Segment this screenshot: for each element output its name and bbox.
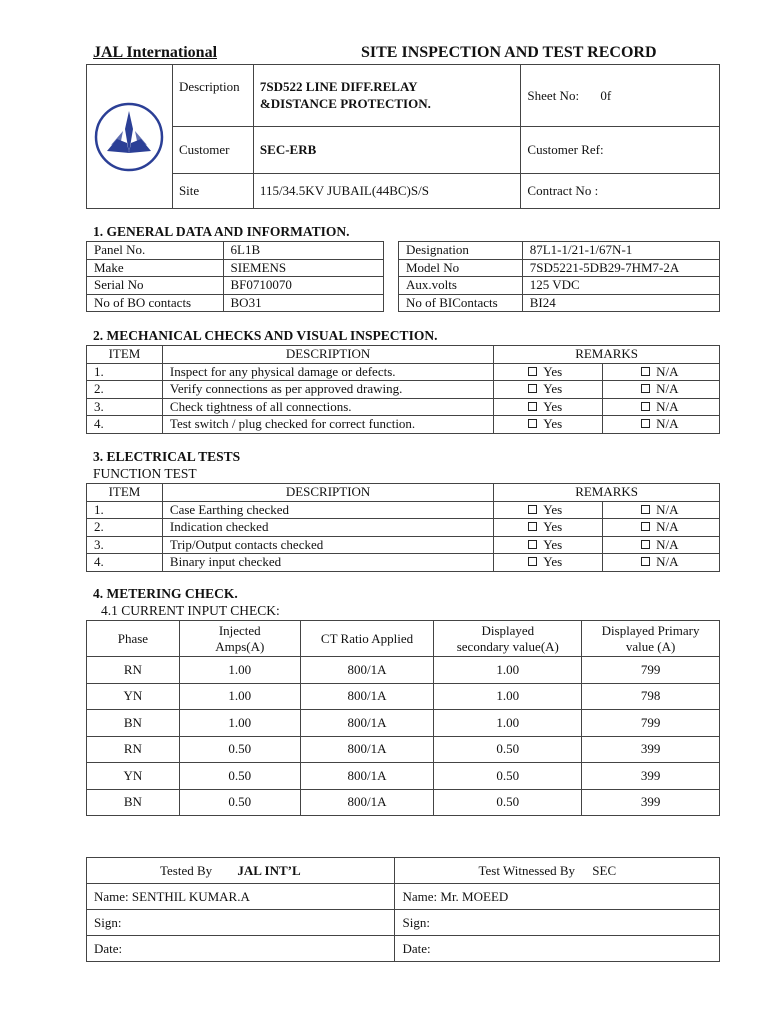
cell-injected: 0.50 [179, 736, 300, 763]
checkbox-yes[interactable] [528, 419, 537, 428]
cell-phase: BN [87, 710, 180, 737]
metering-row [87, 710, 720, 737]
na-label: N/A [656, 381, 679, 397]
checkbox-na[interactable] [641, 557, 650, 566]
yes-option [494, 536, 603, 554]
cell-secondary: 0.50 [434, 789, 582, 816]
cell-phase: YN [87, 763, 180, 790]
checkbox-na[interactable] [641, 522, 650, 531]
general-data-right-table [398, 241, 720, 312]
cell-secondary: 1.00 [434, 683, 582, 710]
field-label: No of BIContacts [399, 294, 523, 312]
na-option [603, 536, 720, 554]
field-label: Designation [399, 242, 523, 260]
section4-subtitle: 4.1 CURRENT INPUT CHECK: [101, 603, 280, 618]
field-value: 6L1B [223, 242, 383, 260]
cell-phase: YN [87, 683, 180, 710]
cell-primary: 799 [582, 710, 720, 737]
item-description: Binary input checked [162, 554, 493, 572]
field-value: SIEMENS [223, 259, 383, 277]
item-description: Check tightness of all connections. [162, 398, 493, 416]
section1-title: 1. GENERAL DATA AND INFORMATION. [93, 224, 350, 239]
cell-secondary: 0.50 [434, 763, 582, 790]
item-number: 4. [87, 554, 163, 572]
cell-phase: RN [87, 736, 180, 763]
page-title: SITE INSPECTION AND TEST RECORD [361, 44, 657, 61]
col-secondary: Displayed secondary value(A) [434, 621, 582, 657]
item-description: Test switch / plug checked for correct function. [162, 416, 493, 434]
cell-primary: 798 [582, 683, 720, 710]
col-phase: Phase [87, 621, 180, 657]
check-row [87, 554, 720, 572]
na-label: N/A [656, 536, 679, 552]
section3-title: 3. ELECTRICAL TESTS [93, 449, 241, 464]
cell-phase: BN [87, 789, 180, 816]
metering-row [87, 736, 720, 763]
function-test-table [86, 483, 720, 572]
item-description: Trip/Output contacts checked [162, 536, 493, 554]
cell-ct: 800/1A [300, 789, 434, 816]
checkbox-na[interactable] [641, 367, 650, 376]
check-row [87, 363, 720, 381]
description-label: Description [172, 65, 253, 127]
witness-name: Name: Mr. MOEED [395, 884, 720, 910]
section3-subtitle: FUNCTION TEST [93, 466, 197, 481]
yes-label: Yes [543, 554, 563, 570]
cell-secondary: 0.50 [434, 736, 582, 763]
tester-sign: Sign: [87, 910, 395, 936]
yes-option [494, 363, 603, 381]
cell-primary: 399 [582, 763, 720, 790]
checkbox-yes[interactable] [528, 522, 537, 531]
item-number: 1. [87, 501, 163, 519]
na-option [603, 519, 720, 537]
checkbox-na[interactable] [641, 384, 650, 393]
yes-option [494, 398, 603, 416]
metering-row [87, 657, 720, 684]
general-data-row [87, 277, 384, 295]
cell-primary: 399 [582, 736, 720, 763]
metering-row [87, 763, 720, 790]
metering-row [87, 789, 720, 816]
tested-by: Tested By JAL INT’L [87, 858, 395, 884]
field-label: Aux.volts [399, 277, 523, 295]
cell-injected: 1.00 [179, 683, 300, 710]
yes-option [494, 519, 603, 537]
field-value: 125 VDC [522, 277, 719, 295]
yes-label: Yes [543, 501, 563, 517]
check-row [87, 416, 720, 434]
na-option [603, 416, 720, 434]
cell-secondary: 1.00 [434, 710, 582, 737]
checkbox-na[interactable] [641, 505, 650, 514]
yes-option [494, 554, 603, 572]
yes-option [494, 381, 603, 399]
checkbox-na[interactable] [641, 540, 650, 549]
checkbox-yes[interactable] [528, 402, 537, 411]
field-value: BI24 [522, 294, 719, 312]
yes-label: Yes [543, 398, 563, 414]
cell-primary: 399 [582, 789, 720, 816]
item-number: 2. [87, 381, 163, 399]
field-value: 7SD5221-5DB29-7HM7-2A [522, 259, 719, 277]
col-remarks: REMARKS [494, 484, 720, 502]
description-value: 7SD522 LINE DIFF.RELAY &DISTANCE PROTECTION. [253, 65, 521, 127]
general-data-row [399, 277, 720, 295]
info-table [86, 64, 720, 209]
yes-label: Yes [543, 363, 563, 379]
yes-label: Yes [543, 519, 563, 535]
general-data-row [399, 242, 720, 260]
cell-primary: 799 [582, 657, 720, 684]
item-number: 3. [87, 536, 163, 554]
na-option [603, 398, 720, 416]
checkbox-yes[interactable] [528, 505, 537, 514]
customer-value: SEC-ERB [253, 127, 521, 174]
field-value: 87L1-1/21-1/67N-1 [522, 242, 719, 260]
contract-label: Contract No : [521, 174, 720, 209]
na-option [603, 501, 720, 519]
general-data-left-table [86, 241, 384, 312]
check-row [87, 381, 720, 399]
check-row [87, 501, 720, 519]
field-value: BO31 [223, 294, 383, 312]
item-number: 4. [87, 416, 163, 434]
col-description: DESCRIPTION [162, 346, 493, 364]
yes-option [494, 416, 603, 434]
item-number: 1. [87, 363, 163, 381]
customer-ref-label: Customer Ref: [521, 127, 720, 174]
general-data-row [399, 294, 720, 312]
na-option [603, 554, 720, 572]
col-ct-ratio: CT Ratio Applied [300, 621, 434, 657]
logo-cell [87, 65, 173, 209]
col-primary: Displayed Primary value (A) [582, 621, 720, 657]
section2-title: 2. MECHANICAL CHECKS AND VISUAL INSPECTION. [93, 328, 438, 343]
company-name: JAL International [93, 44, 218, 61]
witness-sign: Sign: [395, 910, 720, 936]
checkbox-yes[interactable] [528, 557, 537, 566]
checkbox-na[interactable] [641, 402, 650, 411]
site-label: Site [172, 174, 253, 209]
na-option [603, 363, 720, 381]
check-row [87, 398, 720, 416]
field-label: Serial No [87, 277, 224, 295]
field-value: BF0710070 [223, 277, 383, 295]
cell-injected: 1.00 [179, 710, 300, 737]
item-description: Case Earthing checked [162, 501, 493, 519]
cell-injected: 1.00 [179, 657, 300, 684]
cell-injected: 0.50 [179, 763, 300, 790]
witness-date: Date: [395, 936, 720, 962]
section4-title: 4. METERING CHECK. [93, 586, 238, 601]
item-description: Indication checked [162, 519, 493, 537]
yes-label: Yes [543, 416, 563, 432]
tester-date: Date: [87, 936, 395, 962]
col-remarks: REMARKS [494, 346, 720, 364]
checkbox-yes[interactable] [528, 540, 537, 549]
cell-ct: 800/1A [300, 710, 434, 737]
cell-ct: 800/1A [300, 763, 434, 790]
general-data-row [87, 294, 384, 312]
check-row [87, 536, 720, 554]
col-item: ITEM [87, 484, 163, 502]
tester-name: Name: SENTHIL KUMAR.A [87, 884, 395, 910]
field-label: Make [87, 259, 224, 277]
cell-phase: RN [87, 657, 180, 684]
yes-label: Yes [543, 536, 563, 552]
na-label: N/A [656, 416, 679, 432]
field-label: Model No [399, 259, 523, 277]
item-description: Inspect for any physical damage or defects. [162, 363, 493, 381]
customer-label: Customer [172, 127, 253, 174]
checkbox-yes[interactable] [528, 384, 537, 393]
check-row [87, 519, 720, 537]
field-label: No of BO contacts [87, 294, 224, 312]
signoff-table [86, 857, 720, 962]
cell-ct: 800/1A [300, 736, 434, 763]
mechanical-checks-table [86, 345, 720, 434]
yes-label: Yes [543, 381, 563, 397]
witnessed-by: Test Witnessed By SEC [395, 858, 720, 884]
metering-row [87, 683, 720, 710]
company-logo-icon [93, 101, 165, 173]
cell-ct: 800/1A [300, 683, 434, 710]
item-number: 3. [87, 398, 163, 416]
na-label: N/A [656, 398, 679, 414]
yes-option [494, 501, 603, 519]
cell-injected: 0.50 [179, 789, 300, 816]
general-data-row [87, 242, 384, 260]
na-label: N/A [656, 519, 679, 535]
checkbox-na[interactable] [641, 419, 650, 428]
col-description: DESCRIPTION [162, 484, 493, 502]
checkbox-yes[interactable] [528, 367, 537, 376]
item-number: 2. [87, 519, 163, 537]
col-item: ITEM [87, 346, 163, 364]
cell-secondary: 1.00 [434, 657, 582, 684]
col-injected: Injected Amps(A) [179, 621, 300, 657]
na-label: N/A [656, 501, 679, 517]
na-option [603, 381, 720, 399]
general-data-row [399, 259, 720, 277]
na-label: N/A [656, 363, 679, 379]
cell-ct: 800/1A [300, 657, 434, 684]
field-label: Panel No. [87, 242, 224, 260]
na-label: N/A [656, 554, 679, 570]
general-data-row [87, 259, 384, 277]
site-value: 115/34.5KV JUBAIL(44BC)S/S [253, 174, 521, 209]
current-input-table [86, 620, 720, 816]
item-description: Verify connections as per approved drawing. [162, 381, 493, 399]
sheet-number: Sheet No: 0f [521, 65, 720, 127]
